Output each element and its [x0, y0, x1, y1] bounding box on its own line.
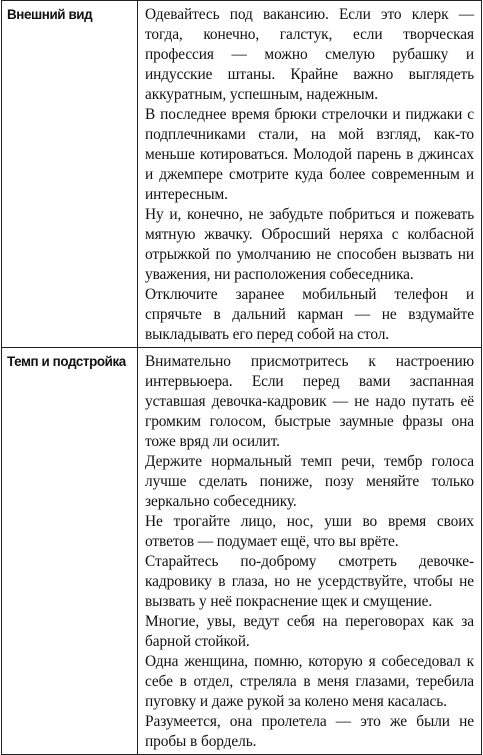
paragraph: Не трогайте лицо, нос, уши во время своих ответов — подумает ещё, что вы врёте. — [145, 513, 474, 550]
paragraph: Внимательно присмотритесь к настроению интервьюера. Если перед вами заспанная уставшая девочка-кадровик — не надо путать её громким голосом, быстрые заумные фразы она тоже вряд ли осилит. — [145, 353, 474, 450]
row-text-tempo — [138, 348, 482, 755]
paragraph: Одна женщина, помню, которую я собеседовал к себе в отдел, стреляла в меня глазами, теребила пуговку и даже рукой за колено меня касалась. — [145, 653, 474, 710]
advice-table — [1, 0, 482, 755]
row-label-tempo: Темп и подстройка — [2, 348, 138, 755]
paragraph: Старайтесь по-доброму смотреть девочке-кадровику в глаза, но не усердствуйте, чтобы не вызвать у неё покраснение щек и смущение. — [145, 553, 474, 610]
paragraph: Отключите заранее мобильный телефон и спрячьте в дальний карман — не вздумайте выкладывать его перед собой на стол. — [145, 286, 474, 343]
table-row — [2, 348, 482, 755]
row-label-appearance: Внешний вид — [2, 1, 138, 348]
paragraph: Ну и, конечно, не забудьте побриться и пожевать мятную жвачку. Обросший неряха с колбасной отрыжкой по умолчанию не способен вызвать ни уважения, ни расположения собеседника. — [145, 206, 474, 283]
table-row — [2, 1, 482, 348]
paragraph: В последнее время брюки стрелочки и пиджаки с подплечниками стали, на мой взгляд, как-то меньше котироваться. Молодой парень в джинсах и джемпере смотрите куда более современным и интересным. — [145, 106, 474, 203]
paragraph: Многие, увы, ведут себя на переговорах как за барной стойкой. — [145, 613, 474, 650]
paragraph: Одевайтесь под вакансию. Если это клерк — тогда, конечно, галстук, если творческая профессия — можно смелую рубашку и индусские штаны. Крайне важно выглядеть аккуратным, успешным, надежным. — [145, 6, 474, 103]
paragraph: Разумеется, она пролетела — это же были не пробы в бордель. — [145, 713, 474, 750]
paragraph: Держите нормальный темп речи, тембр голоса лучше сделать пониже, позу меняйте только зеркально собеседнику. — [145, 453, 474, 510]
row-text-appearance — [138, 1, 482, 348]
